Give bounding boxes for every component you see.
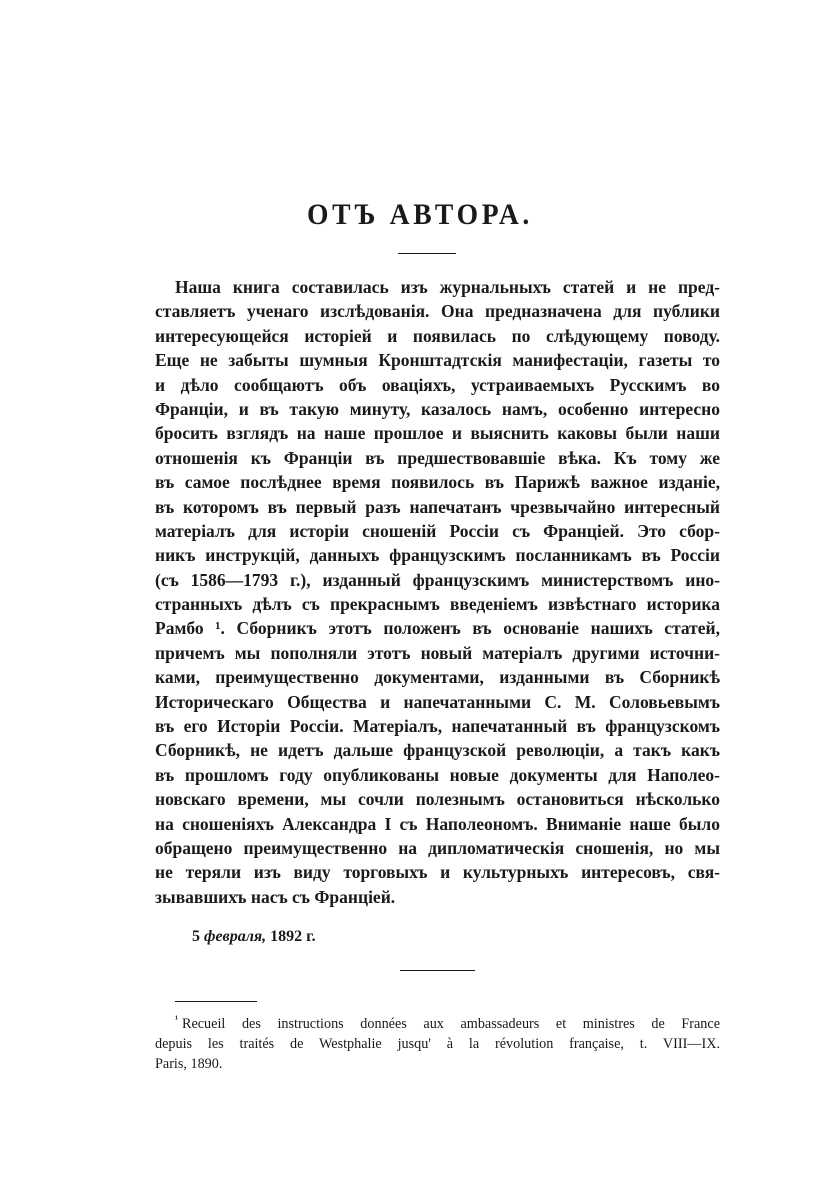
- footnote-line: Paris, 1890.: [155, 1056, 223, 1072]
- date-year: 1892 г.: [270, 928, 316, 945]
- body-line: странныхъ дѣлъ съ прекраснымъ введеніемъ извѣстнаго историка: [155, 594, 720, 615]
- body-line: бросить взглядъ на наше прошлое и выяснить каковы были наши: [155, 423, 720, 444]
- body-line: въ прошломъ году опубликованы новые документы для Наполео-: [155, 764, 720, 785]
- footnote-line: depuis les traités de Westphalie jusqu' à la révolution française, t. VIII—IX.: [155, 1036, 720, 1052]
- body-line: въ которомъ въ первый разъ напечатанъ чрезвычайно интересный: [155, 496, 720, 517]
- body-line: въ его Исторіи Россіи. Матеріалъ, напечатанный въ французскомъ: [155, 716, 720, 737]
- body-line: не теряли изъ виду торговыхъ и культурныхъ интересовъ, свя-: [155, 862, 720, 883]
- body-line: ставляетъ ученаго изслѣдованія. Она предназначена для публики: [155, 301, 720, 322]
- footnote-text: Recueil des instructions données aux ambassadeurs et ministres de France: [182, 1016, 720, 1032]
- footnote-line: [155, 1014, 720, 1034]
- body-line: Франціи, и въ такую минуту, казалось намъ, особенно интересно: [155, 398, 720, 419]
- body-line: Рамбо ¹. Сборникъ этотъ положенъ въ основаніе нашихъ статей,: [155, 618, 720, 639]
- date-month: февраля,: [204, 928, 267, 945]
- body-line: зывавшихъ насъ съ Франціей.: [155, 886, 396, 907]
- body-line: Еще не забыты шумныя Кронштадтскія манифестаціи, газеты то: [155, 350, 720, 371]
- end-ornament-rule: [400, 970, 475, 971]
- body-line: никъ инструкцій, данныхъ французскимъ посланникамъ въ Россіи: [155, 545, 720, 566]
- body-line: въ самое послѣднее время появилось въ Парижѣ важное изданіе,: [155, 472, 720, 493]
- date-day: 5: [192, 928, 200, 945]
- body-line: Наша книга составилась изъ журнальныхъ статей и не пред-: [175, 277, 720, 297]
- body-line: интересующейся исторіей и появилась по слѣдующему поводу.: [155, 325, 720, 346]
- chapter-title: ОТЪ АВТОРА.: [306, 198, 534, 231]
- footnote: [155, 1014, 720, 1074]
- title-underline: [398, 253, 456, 254]
- body-line: и дѣло сообщаютъ объ оваціяхъ, устраиваемыхъ Русскимъ во: [155, 374, 720, 395]
- footnote-mark: ¹: [175, 1014, 178, 1026]
- footnote-separator: [175, 1001, 257, 1002]
- body-line: отношенія къ Франціи въ предшествовавшіе вѣка. Къ тому же: [155, 447, 720, 468]
- preface-body: [155, 275, 720, 909]
- body-line: причемъ мы пополняли этотъ новый матеріалъ другими источни-: [155, 642, 720, 663]
- body-line: (съ 1586—1793 г.), изданный французскимъ министерствомъ ино-: [155, 569, 720, 590]
- body-line: Сборникѣ, не идетъ дальше французской революціи, а такъ какъ: [155, 740, 720, 761]
- body-line: обращено преимущественно на дипломатическія сношенія, но мы: [155, 837, 720, 858]
- preface-date: [192, 928, 316, 946]
- body-line: новскаго времени, мы сочли полезнымъ остановиться нѣсколько: [155, 789, 720, 810]
- body-line: ками, преимущественно документами, изданными въ Сборникѣ: [155, 667, 720, 688]
- body-line: Историческаго Общества и напечатанными С. М. Соловьевымъ: [155, 691, 720, 712]
- body-line: матеріалъ для исторіи сношеній Россіи съ Франціей. Это сбор-: [155, 520, 720, 541]
- body-line: на сношеніяхъ Александра I съ Наполеономъ. Вниманіе наше было: [155, 813, 720, 834]
